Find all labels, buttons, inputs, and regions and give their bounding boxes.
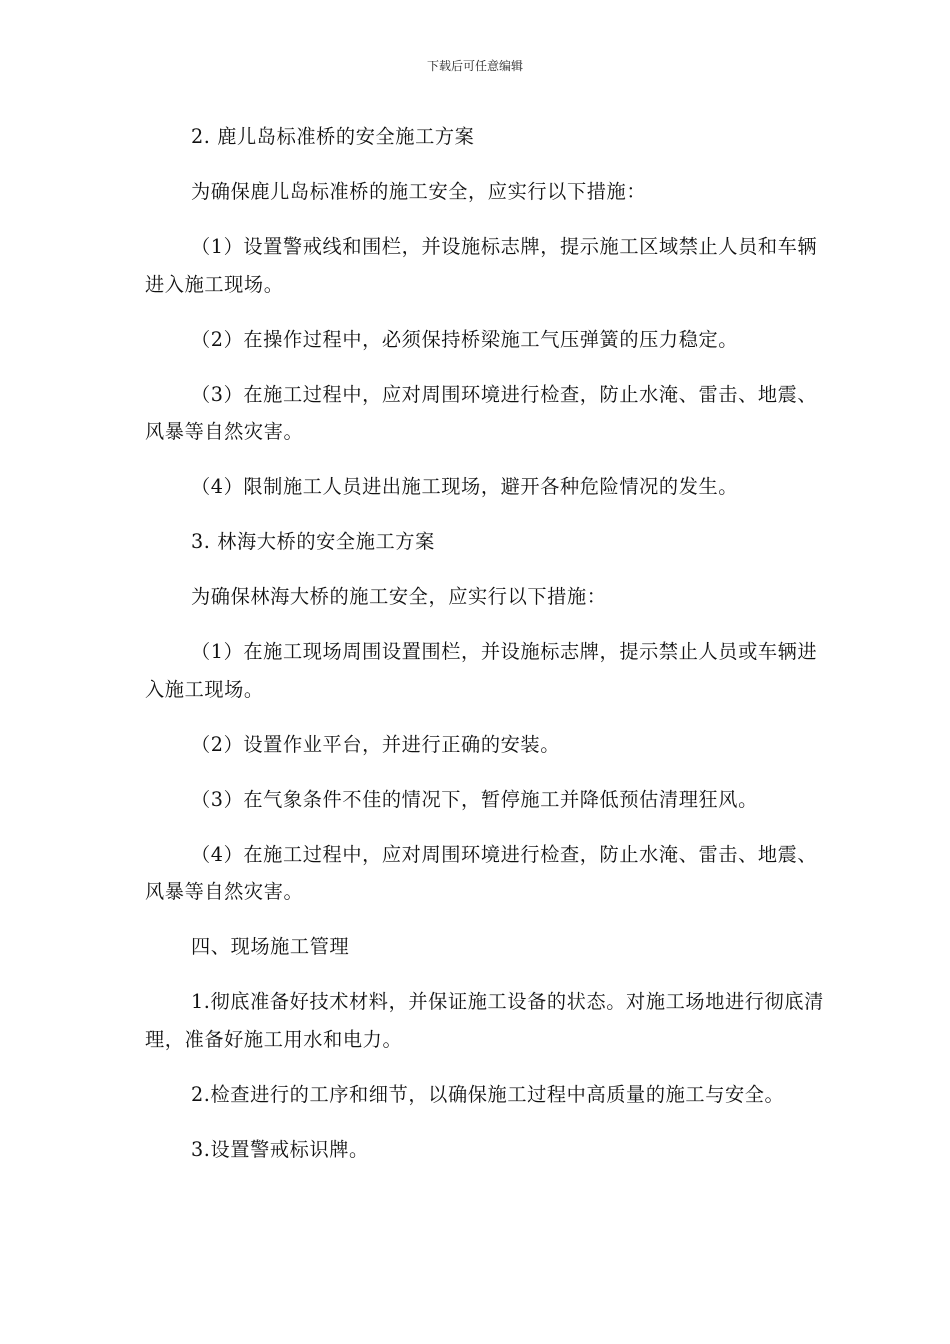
list-item: （4）限制施工人员进出施工现场，避开各种危险情况的发生。 (191, 475, 739, 498)
paragraph: 为确保林海大桥的施工安全，应实行以下措施： (191, 585, 607, 608)
list-item: 2.检查进行的工序和细节，以确保施工过程中高质量的施工与安全。 (191, 1082, 785, 1106)
list-item: （1）在施工现场周围设置围栏，并设施标志牌，提示禁止人员或车辆进入施工现场。 (145, 640, 818, 701)
section-heading-4: 四、现场施工管理 (191, 935, 350, 958)
section-heading-2: 2. 鹿儿岛标准桥的安全施工方案 (191, 125, 475, 148)
page-header: 下载后可任意编辑 (426, 59, 523, 73)
list-item: （4）在施工过程中，应对周围环境进行检查，防止水淹、雷击、地震、风暴等自然灾害。 (145, 842, 818, 903)
list-item: 1.彻底准备好技术材料，并保证施工设备的状态。对施工场地进行彻底清理，准备好施工用水和电力。 (145, 990, 824, 1051)
document-body (145, 118, 825, 1186)
section-heading-3: 3. 林海大桥的安全施工方案 (191, 530, 435, 553)
list-item: （2）在操作过程中，必须保持桥梁施工气压弹簧的压力稳定。 (191, 327, 739, 351)
list-item: 3.设置警戒标识牌。 (191, 1137, 369, 1161)
paragraph: 为确保鹿儿岛标准桥的施工安全，应实行以下措施： (191, 180, 647, 203)
list-item: （2）设置作业平台，并进行正确的安装。 (191, 732, 560, 756)
list-item: （3）在施工过程中，应对周围环境进行检查，防止水淹、雷击、地震、风暴等自然灾害。 (145, 382, 818, 443)
list-item: （1）设置警戒线和围栏，并设施标志牌，提示施工区域禁止人员和车辆进入施工现场。 (145, 235, 818, 296)
list-item: （3）在气象条件不佳的情况下，暂停施工并降低预估清理狂风。 (191, 787, 758, 811)
